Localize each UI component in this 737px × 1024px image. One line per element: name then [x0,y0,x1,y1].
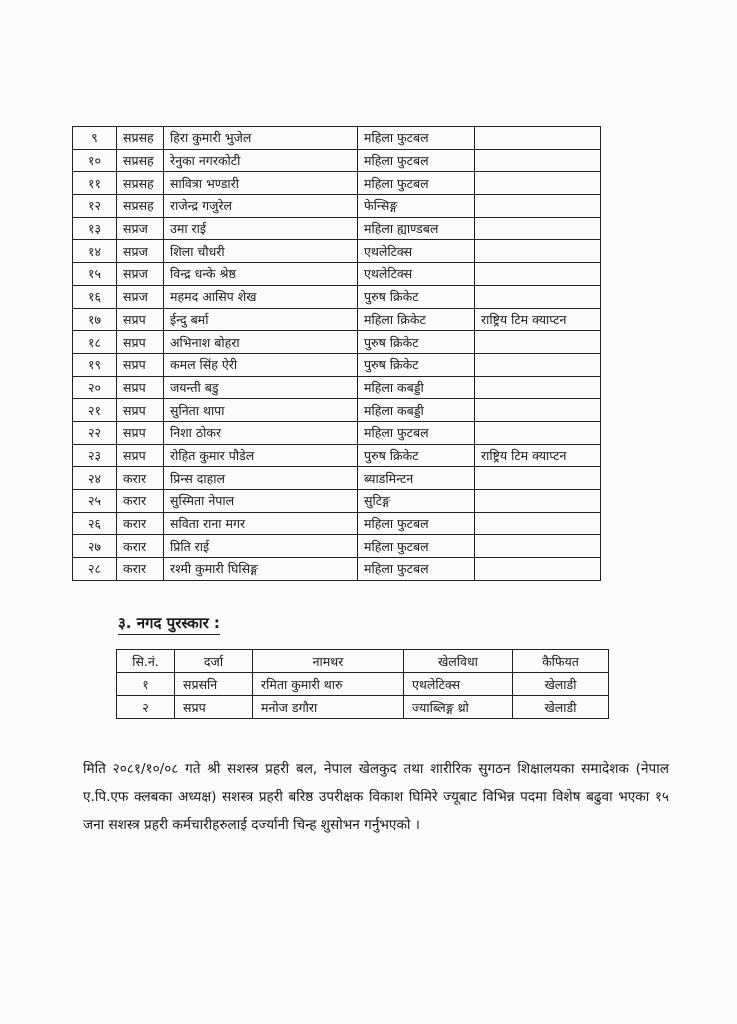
table-row [73,331,601,354]
cell-remark [475,331,601,354]
header-sn: सि.नं. [117,650,175,673]
cell-remark [475,512,601,535]
cash-award-section-title: ३. नगद पुरस्कार : [118,613,220,635]
table-row [73,149,601,172]
cell-rank: करार [117,467,164,490]
cell-rank: सप्रप [117,421,164,444]
cell-name: कमल सिंह ऐरी [164,353,358,376]
table-row [73,353,601,376]
cell-remark [475,217,601,240]
table-row [73,558,601,581]
cell-rank: करार [117,558,164,581]
table-row [73,240,601,263]
cell-remark [475,399,601,422]
cell-sn: १२ [73,195,117,218]
cell-name: जयन्ती बडु [164,376,358,399]
table-row [73,467,601,490]
cell-rank: सप्रप [117,444,164,467]
cell-remark: राष्ट्रिय टिम क्याप्टन [475,444,601,467]
cell-remark [475,149,601,172]
cell-remark: राष्ट्रिय टिम क्याप्टन [475,308,601,331]
cell-name: मनोज डगौरा [253,696,404,719]
table-row [73,376,601,399]
table-row [73,285,601,308]
header-sport: खेलविधा [404,650,513,673]
cell-rank: सप्रप [117,331,164,354]
cell-remark [475,285,601,308]
cell-remark [475,353,601,376]
cell-sn: १ [117,673,175,696]
cell-sn: २४ [73,467,117,490]
cell-remark [475,172,601,195]
cell-sport: महिला फुटबल [358,149,475,172]
cell-name: प्रिन्स दाहाल [164,467,358,490]
cell-sport: महिला कबड्डी [358,399,475,422]
cell-sport: महिला फुटबल [358,535,475,558]
cell-sn: २१ [73,399,117,422]
cell-name: अभिनाश बोहरा [164,331,358,354]
cell-rank: सप्रसह [117,195,164,218]
cell-sport: एथलेटिक्स [358,263,475,286]
cell-rank: सप्रज [117,240,164,263]
cell-sn: २६ [73,512,117,535]
header-name: नामथर [253,650,404,673]
players-table-body [73,127,601,581]
cell-sport: महिला क्रिकेट [358,308,475,331]
cell-remark [475,558,601,581]
cell-sport: एथलेटिक्स [358,240,475,263]
cell-name: सुनिता थापा [164,399,358,422]
cell-sn: १९ [73,353,117,376]
cell-rank: करार [117,535,164,558]
cell-sport: महिला कबड्डी [358,376,475,399]
cell-sport: सुटिङ्ग [358,490,475,513]
cell-name: ईन्दु बर्मा [164,308,358,331]
table-row [73,172,601,195]
cash-award-table [116,649,609,719]
table-row [73,444,601,467]
cell-rank: सप्रज [117,217,164,240]
cell-rank: सप्रसनि [175,673,253,696]
cell-name: सुस्मिता नेपाल [164,490,358,513]
cell-sn: १० [73,149,117,172]
cell-remark [475,376,601,399]
cell-name: महमद आसिप शेख [164,285,358,308]
cell-rank: सप्रप [117,353,164,376]
cell-sn: २५ [73,490,117,513]
cell-sport: ज्याब्लिङ्ग थ्रो [404,696,513,719]
table-row [117,673,609,696]
table-row [73,399,601,422]
table-row [73,308,601,331]
cell-sport: महिला ह्याण्डबल [358,217,475,240]
cell-remark [475,263,601,286]
cell-name: विन्द्र धन्के श्रेष्ठ [164,263,358,286]
cell-remark [475,490,601,513]
cell-sn: १५ [73,263,117,286]
cell-sport: महिला फुटबल [358,512,475,535]
cell-remark [475,240,601,263]
cell-sport: महिला फुटबल [358,172,475,195]
announcement-paragraph: मिति २०८१/१०/०८ गते श्री सशस्त्र प्रहरी बल, नेपाल खेलकुद तथा शारीरिक सुगठन शिक्षालयका समादेशक (नेपाल ए.पि.एफ क्लबका अध्यक्ष) सशस्त्र प्रहरी बरिष्ठ उपरीक्षक विकाश घिमिरे ज्यूबाट विभिन्न पदमा विशेष बढुवा भएका १५ जना सशस्त्र प्रहरी कर्मचारीहरुलाई दर्ज्यानी चिन्ह शुसोभन गर्नुभएको । [83,760,669,833]
cell-rank: सप्रसह [117,127,164,150]
table-row [73,421,601,444]
cell-name: रोहित कुमार पौडेल [164,444,358,467]
cell-name: राजेन्द्र गजुरेल [164,195,358,218]
cell-rank: सप्रज [117,285,164,308]
cell-name: निशा ठोकर [164,421,358,444]
cell-sn: २ [117,696,175,719]
cell-sn: २८ [73,558,117,581]
table-row [73,217,601,240]
cell-sn: २७ [73,535,117,558]
cell-remark: खेलाडी [513,696,609,719]
cell-rank: सप्रसह [117,172,164,195]
table-row [73,535,601,558]
table-row [73,512,601,535]
cell-name: रश्मी कुमारी घिसिङ्ग [164,558,358,581]
cell-sport: महिला फुटबल [358,127,475,150]
cell-sn: १६ [73,285,117,308]
cell-rank: सप्रप [117,399,164,422]
table-row [73,127,601,150]
cell-sn: १७ [73,308,117,331]
cell-sn: ९ [73,127,117,150]
table-row [117,696,609,719]
cell-sn: २२ [73,421,117,444]
cell-remark [475,535,601,558]
cell-sn: १३ [73,217,117,240]
cell-remark [475,127,601,150]
cell-rank: सप्रप [117,308,164,331]
cell-name: उमा राई [164,217,358,240]
players-table [72,126,601,581]
cell-sport: ब्याडमिन्टन [358,467,475,490]
cell-sport: फेन्सिङ्ग [358,195,475,218]
cell-rank: सप्रज [117,263,164,286]
cell-sn: १८ [73,331,117,354]
table-row [73,263,601,286]
cell-name: प्रिति राई [164,535,358,558]
cell-name: सविता राना मगर [164,512,358,535]
cell-sport: पुरुष क्रिकेट [358,331,475,354]
cell-name: रेनुका नगरकोटी [164,149,358,172]
cell-name: रमिता कुमारी थारु [253,673,404,696]
cell-sport: महिला फुटबल [358,558,475,581]
table-row [73,490,601,513]
cell-rank: सप्रसह [117,149,164,172]
cell-remark [475,195,601,218]
cell-sport: महिला फुटबल [358,421,475,444]
cell-rank: करार [117,512,164,535]
cell-sport: पुरुष क्रिकेट [358,285,475,308]
cell-sport: पुरुष क्रिकेट [358,444,475,467]
cell-sn: २० [73,376,117,399]
cell-rank: करार [117,490,164,513]
cell-remark [475,467,601,490]
header-rank: दर्जा [175,650,253,673]
cell-name: सावित्रा भण्डारी [164,172,358,195]
cell-rank: सप्रप [175,696,253,719]
header-remark: कैफियत [513,650,609,673]
cell-sport: पुरुष क्रिकेट [358,353,475,376]
table-row [73,195,601,218]
cell-sn: १४ [73,240,117,263]
cell-sn: २३ [73,444,117,467]
cell-sport: एथलेटिक्स [404,673,513,696]
cash-award-header-row [117,650,609,673]
cell-rank: सप्रप [117,376,164,399]
cell-remark [475,421,601,444]
cell-sn: ११ [73,172,117,195]
cell-name: शिला चौधरी [164,240,358,263]
cell-name: हिरा कुमारी भुजेल [164,127,358,150]
cell-remark: खेलाडी [513,673,609,696]
